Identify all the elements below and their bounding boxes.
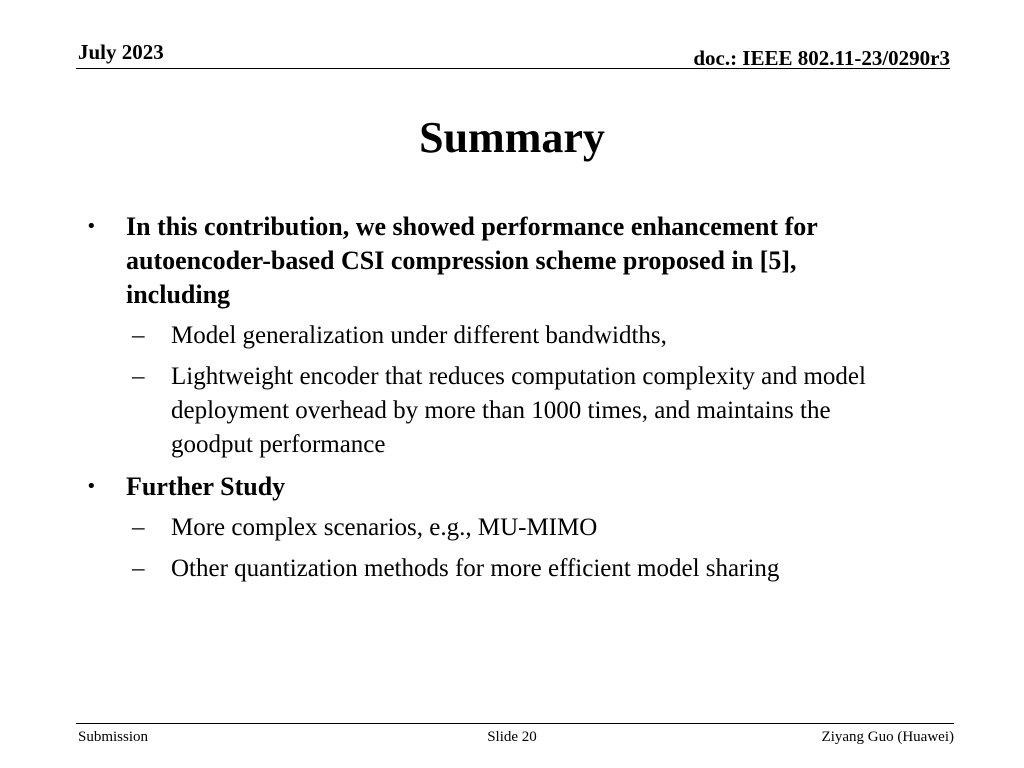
slide-title: Summary [419,113,605,162]
sub-bullet-dash-icon: – [132,555,145,582]
bullet-contribution [82,210,902,312]
sub-bullet-dash-icon: – [132,322,145,349]
sub-bullet-text: More complex scenarios, e.g., MU-MIMO [171,514,598,541]
sub-bullet-text: Model generalization under different bandwidths, [171,322,667,349]
sub-bullet-quantization [82,552,902,586]
header-divider [76,68,950,69]
header-date: July 2023 [78,40,164,64]
bullet-text: In this contribution, we showed performance enhancement for autoencoder-based CSI compression scheme proposed in [5], including [126,212,818,309]
bullet-dot-icon: • [86,216,97,237]
bullet-further-study [82,470,902,504]
slide-body [82,210,902,586]
sub-bullet-generalization [82,319,902,353]
sub-bullet-complex-scenarios [82,511,902,545]
footer-submission: Submission [78,729,149,745]
sub-bullet-lightweight-encoder [82,360,902,462]
bullet-dot-icon: • [86,476,97,497]
sub-bullet-text: Lightweight encoder that reduces computation complexity and model deployment overhead by more than 1000 times, and maintains the goodput performance [171,363,866,458]
sub-bullet-dash-icon: – [132,363,145,390]
footer-author: Ziyang Guo (Huawei) [821,729,954,745]
bullet-text: Further Study [126,472,286,501]
footer-divider [76,723,954,724]
header-doc-id: doc.: IEEE 802.11-23/0290r3 [693,46,950,70]
footer-slide-number: Slide 20 [487,729,537,745]
sub-bullet-dash-icon: – [132,514,145,541]
sub-bullet-text: Other quantization methods for more efficient model sharing [171,555,780,582]
